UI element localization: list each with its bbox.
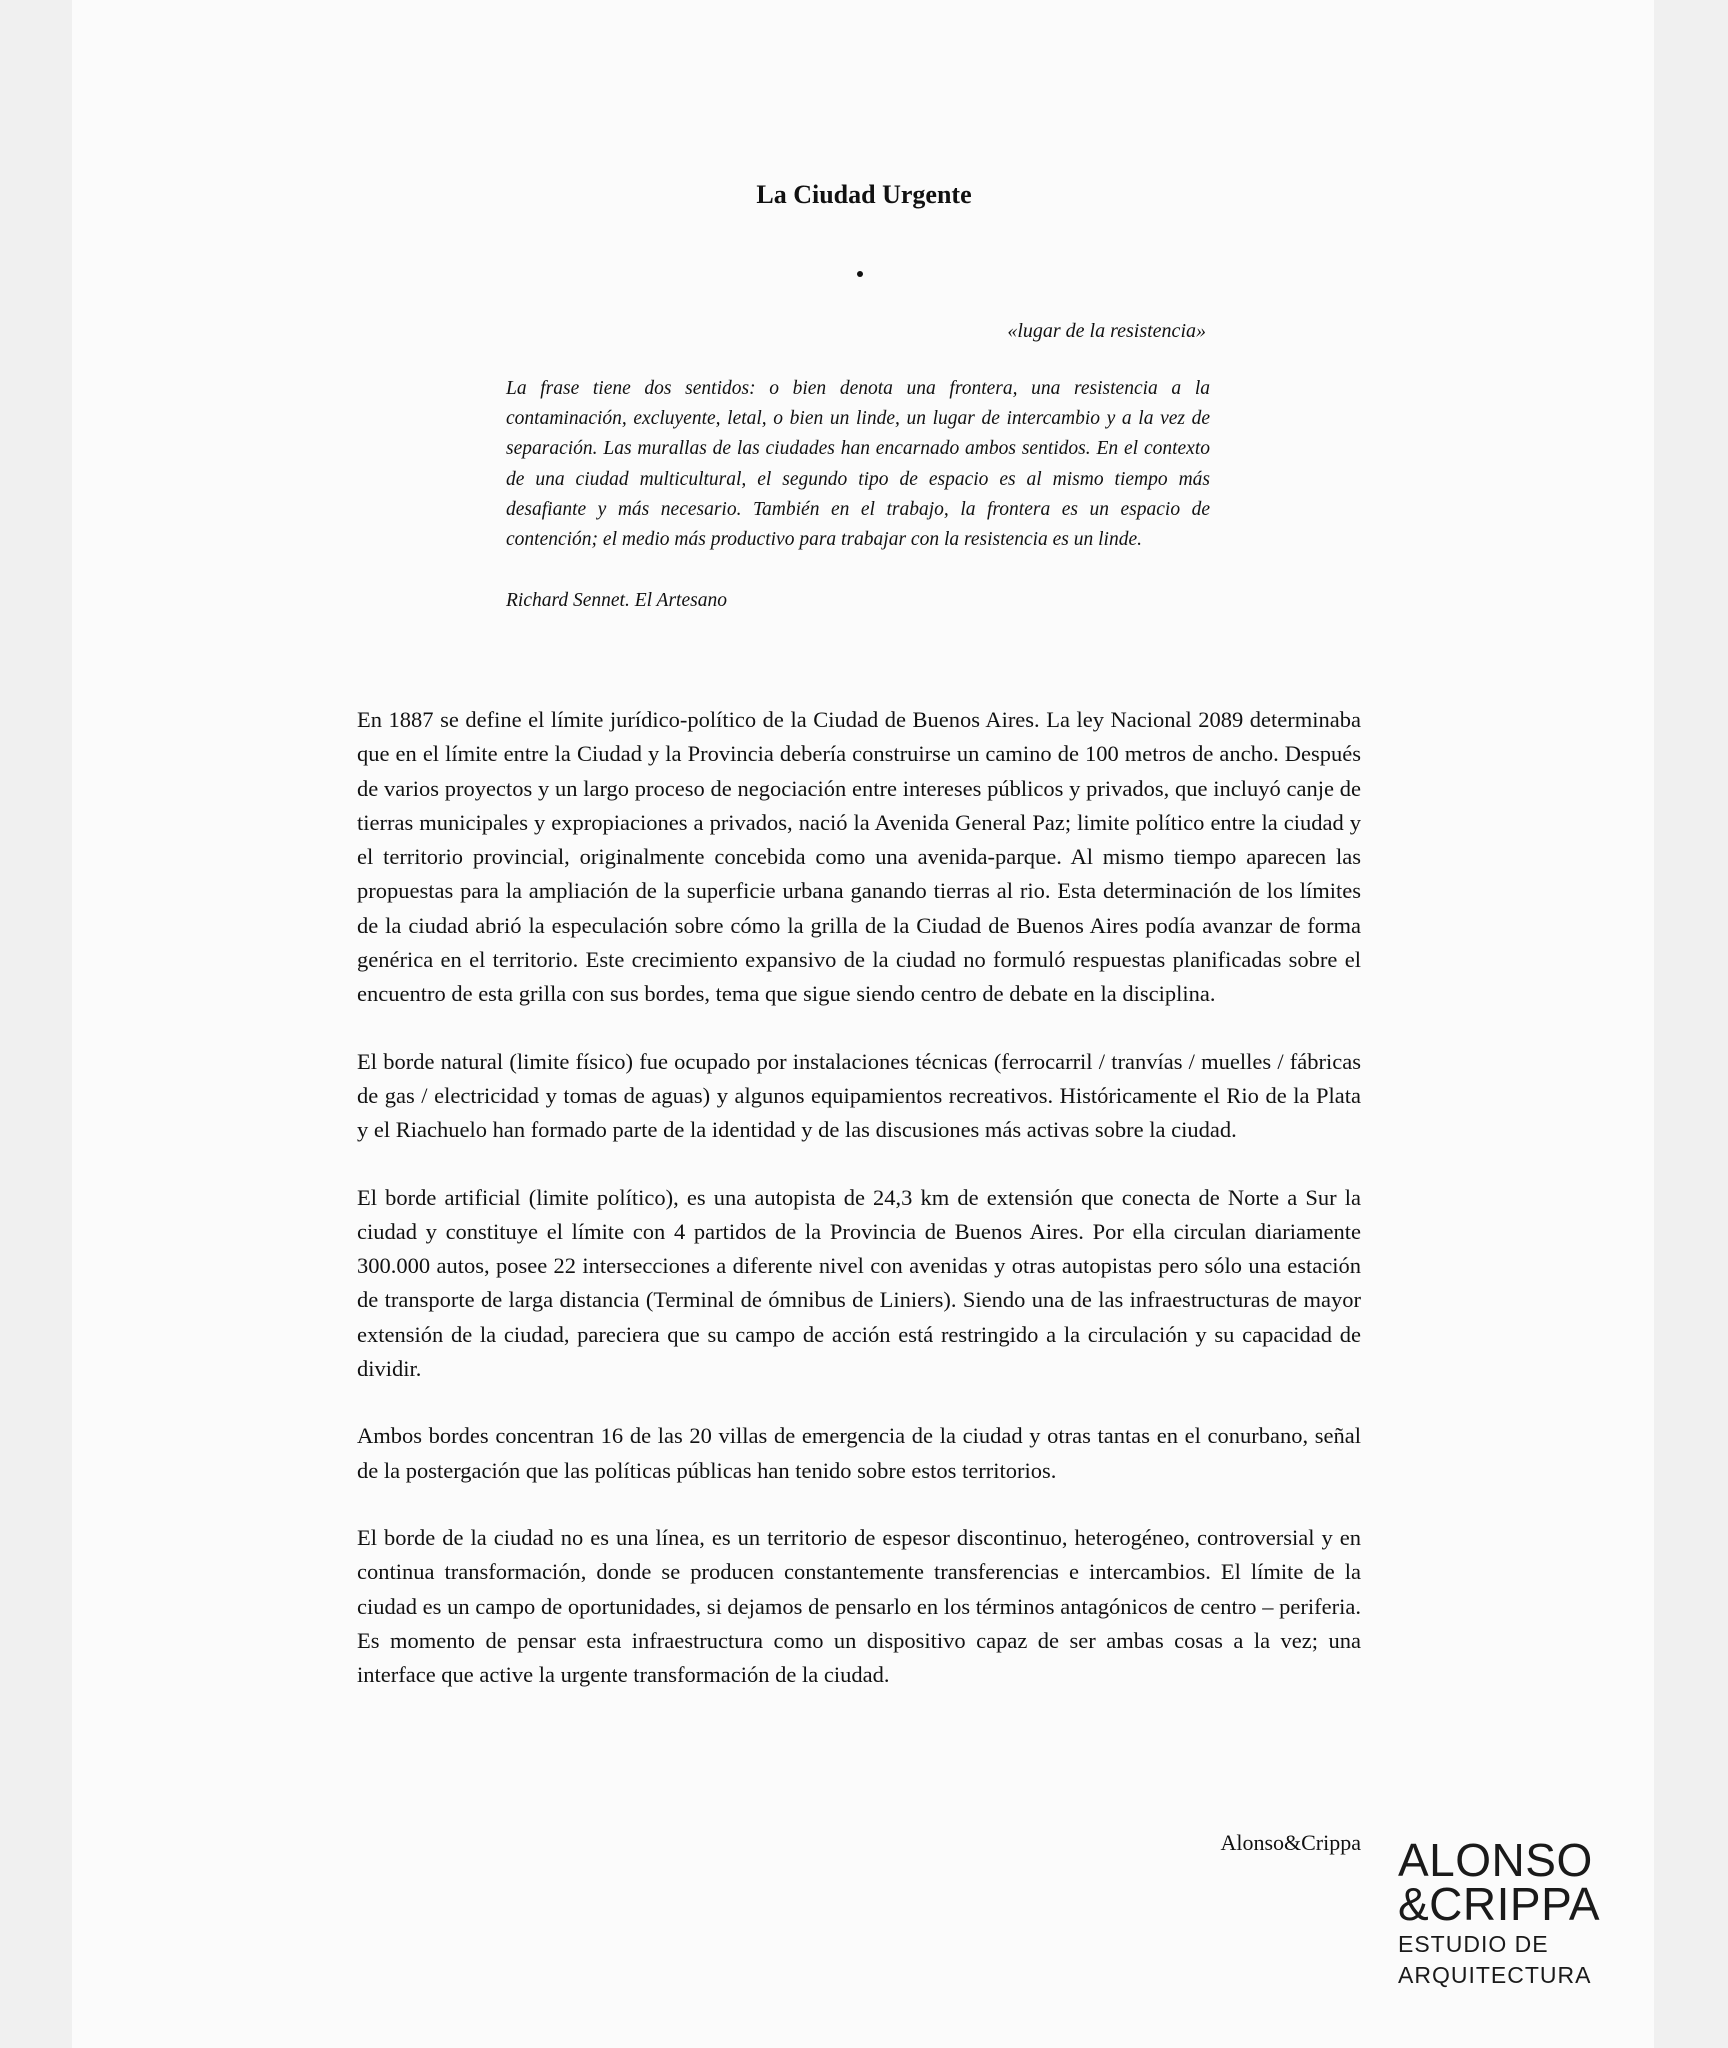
epigraph: «lugar de la resistencia»: [1007, 320, 1206, 342]
body-paragraph: El borde natural (limite físico) fue ocupado por instalaciones técnicas (ferrocarril / tranvías / muelles / fábricas de gas / electricidad y tomas de aguas) y algunos equipamientos recreativos. Históricamente el Rio de la Plata y el Riachuelo han formado parte de la identidad y de las discusiones más activas sobre la ciudad.: [357, 1048, 1361, 1143]
body-paragraph: El borde de la ciudad no es una línea, es un territorio de espesor discontinuo, heterogéneo, controversial y en continua transformación, donde se producen constantemente transferencias e intercambios. El límite de la ciudad es un campo de oportunidades, si dejamos de pensarlo en los términos antagónicos de centro – periferia. Es momento de pensar esta infraestructura como un dispositivo capaz de ser ambas cosas a la vez; una interface que active la urgente transformación de la ciudad.: [357, 1524, 1361, 1688]
body-paragraph: El borde artificial (limite político), es una autopista de 24,3 km de extensión que conecta de Norte a Sur la ciudad y constituye el límite con 4 partidos de la Provincia de Buenos Aires. Por ella circulan diariamente 300.000 autos, posee 22 intersecciones a diferente nivel con avenidas y otras autopistas pero sólo una estación de transporte de larga distancia (Terminal de ómnibus de Liniers). Siendo una de las infraestructuras de mayor extensión de la ciudad, pareciera que su campo de acción está restringido a la circulación y su capacidad de dividir.: [357, 1184, 1361, 1382]
logo-line-3: ESTUDIO DE: [1398, 1931, 1549, 1957]
body-paragraph: En 1887 se define el límite jurídico-político de la Ciudad de Buenos Aires. La ley Nacional 2089 determinaba que en el límite entre la Ciudad y la Provincia debería construirse un camino de 100 metros de ancho. Después de varios proyectos y un largo proceso de negociación entre intereses públicos y privados, que incluyó canje de tierras municipales y expropiaciones a privados, nació la Avenida General Paz; limite político entre la ciudad y el territorio provincial, originalmente concebida como una avenida-parque. Al mismo tiempo aparecen las propuestas para la ampliación de la superficie urbana ganando tierras al rio. Esta determinación de los límites de la ciudad abrió la especulación sobre cómo la grilla de la Ciudad de Buenos Aires podía avanzar de forma genérica en el territorio. Este crecimiento expansivo de la ciudad no formuló respuestas planificadas sobre el encuentro de esta grilla con sus bordes, tema que sigue siendo centro de debate en la disciplina.: [357, 707, 1361, 1007]
document-title: La Ciudad Urgente: [756, 180, 972, 209]
quote-source: Richard Sennet. El Artesano: [506, 590, 727, 611]
logo-line-1: ALONSO: [1398, 1834, 1593, 1886]
logo-line-4: ARQUITECTURA: [1398, 1962, 1592, 1988]
signature: Alonso&Crippa: [1220, 1830, 1361, 1855]
logo-line-2: &CRIPPA: [1398, 1878, 1601, 1930]
body-paragraph: Ambos bordes concentran 16 de las 20 villas de emergencia de la ciudad y otras tantas en el conurbano, señal de la postergación que las políticas públicas han tenido sobre estos territorios.: [357, 1423, 1361, 1483]
separator-dot: [857, 271, 863, 277]
quote-text: La frase tiene dos sentidos: o bien denota una frontera, una resistencia a la contaminación, excluyente, letal, o bien un linde, un lugar de intercambio y a la vez de separación. Las murallas de las ciudades han encarnado ambos sentidos. En el contexto de una ciudad multicultural, el segundo tipo de espacio es al mismo tiempo más desafiante y más necesario. También en el trabajo, la frontera es un espacio de contención; el medio más productivo para trabajar con la resistencia es un linde.: [506, 378, 1210, 551]
document-body: [357, 703, 1361, 1725]
studio-logo: [1398, 1834, 1618, 1988]
